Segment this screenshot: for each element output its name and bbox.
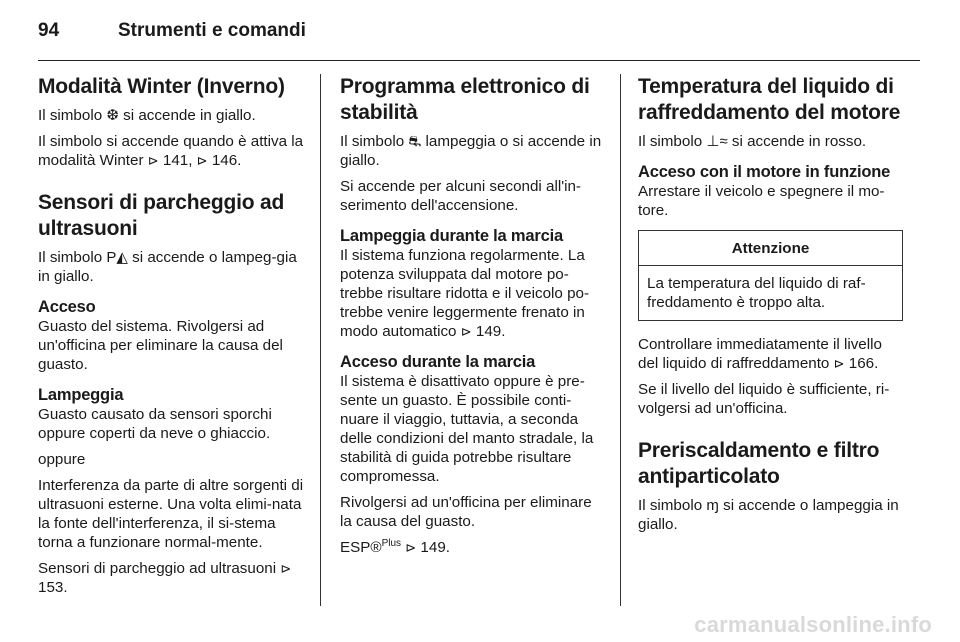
page-ref-link[interactable]: 166	[848, 355, 875, 372]
stop-vehicle-text: Arrestare il veicolo e spegnere il mo-tore.	[638, 183, 885, 219]
lampeggia-heading: Lampeggia	[38, 386, 124, 404]
check-coolant-text: Controllare immediatamente il livello del liquido di raffreddamento ⊳ 166.	[638, 336, 882, 372]
column-3	[638, 74, 903, 541]
page-ref-link[interactable]: 153	[38, 579, 64, 596]
parking-symbol-text: Il simbolo P◭ si accende o lampeg-gia in giallo.	[38, 249, 297, 285]
winter-symbol-text: Il simbolo ❆ si accende in giallo.	[38, 107, 256, 124]
page-ref-link[interactable]: 146	[211, 152, 238, 169]
page-ref-icon: ⊳	[196, 153, 208, 168]
esp-on-text: Il sistema è disattivato oppure è pre-sente un guasto. È possibile conti-nuare il viaggio, tuttavia, a seconda delle condizioni del manto stradale, la stabilità di guida potrebbe risultare compromessa.	[340, 373, 594, 485]
preheat-heading: Preriscaldamento e filtro antiparticolato	[638, 439, 880, 488]
page-ref-icon: ⊳	[280, 561, 292, 576]
esp-ignition-text: Si accende per alcuni secondi all'in-serimento dell'accensione.	[340, 178, 581, 214]
engine-running-heading: Acceso con il motore in funzione	[638, 163, 891, 181]
parking-sensor-icon: P◭	[106, 249, 128, 266]
watermark: carmanualsonline.info	[694, 612, 932, 637]
warning-box-title: Attenzione	[639, 231, 902, 266]
coolant-temperature-icon: ⊥≈	[706, 133, 728, 150]
acceso-text: Guasto del sistema. Rivolgersi ad un'officina per eliminare la causa del guasto.	[38, 318, 283, 373]
parking-reference: Sensori di parcheggio ad ultrasuoni ⊳ 153.	[38, 560, 292, 596]
esp-flashing-text: Il sistema funziona regolarmente. La potenza sviluppata dal motore po-trebbe risultare ridotta e il veicolo po-trebbe venire leggermente frenato in modo automatico ⊳ 149.	[340, 247, 590, 340]
coolant-heading: Temperatura del liquido di raffreddamento del motore	[638, 75, 901, 124]
parking-sensors-heading: Sensori di parcheggio ad ultrasuoni	[38, 191, 285, 240]
column-divider-1	[320, 74, 321, 606]
column-2	[340, 74, 605, 564]
warning-box-text: La temperatura del liquido di raf-freddamento è troppo alta.	[647, 275, 866, 311]
interference-text: Interferenza da parte di altre sorgenti di ultrasuoni esterne. Una volta elimi-nata la fonte dell'interferenza, il si-stema torna a funzionare normal-mente.	[38, 477, 304, 551]
page-ref-icon: ⊳	[460, 324, 472, 339]
winter-mode-heading: Modalità Winter (Inverno)	[38, 75, 285, 98]
glow-plug-icon: ɱ	[706, 497, 719, 514]
lampeggia-text: Guasto causato da sensori sporchi oppure coperti da neve o ghiaccio.	[38, 406, 272, 442]
esp-flashing-heading: Lampeggia durante la marcia	[340, 227, 563, 245]
warning-box	[638, 230, 903, 321]
esp-skid-icon: ⛐	[408, 133, 422, 150]
column-divider-2	[620, 74, 621, 606]
page-header	[38, 0, 920, 61]
column-1	[38, 74, 306, 604]
coolant-symbol-text: Il simbolo ⊥≈ si accende in rosso.	[638, 133, 867, 150]
page-ref-link[interactable]: 149	[420, 539, 446, 556]
esp-plus-reference: ESP®$^{Plus}$ ⊳ 149.	[340, 537, 450, 556]
winter-snowflake-icon: ❆	[106, 107, 119, 124]
coolant-sufficient-text: Se il livello del liquido è sufficiente, ri-volgersi ad un'officina.	[638, 381, 890, 417]
esp-heading: Programma elettronico di stabilità	[340, 75, 590, 124]
page-ref-icon: ⊳	[147, 153, 159, 168]
esp-symbol-text: Il simbolo ⛐ lampeggia o si accende in giallo.	[340, 133, 602, 169]
esp-on-heading: Acceso durante la marcia	[340, 353, 536, 371]
page-title: Strumenti e comandi	[118, 20, 306, 41]
page-ref-link[interactable]: 149	[475, 323, 502, 340]
acceso-heading: Acceso	[38, 298, 96, 316]
page-ref-icon: ⊳	[833, 356, 845, 371]
preheat-symbol-text: Il simbolo ɱ si accende o lampeggia in giallo.	[638, 497, 899, 533]
esp-workshop-text: Rivolgersi ad un'officina per eliminare la causa del guasto.	[340, 494, 592, 530]
winter-description: Il simbolo si accende quando è attiva la modalità Winter ⊳ 141, ⊳ 146.	[38, 133, 304, 169]
page-number: 94	[38, 20, 60, 41]
page-ref-icon: ⊳	[405, 540, 417, 555]
oppure-text: oppure	[38, 451, 86, 468]
page-ref-link[interactable]: 141	[162, 152, 189, 169]
